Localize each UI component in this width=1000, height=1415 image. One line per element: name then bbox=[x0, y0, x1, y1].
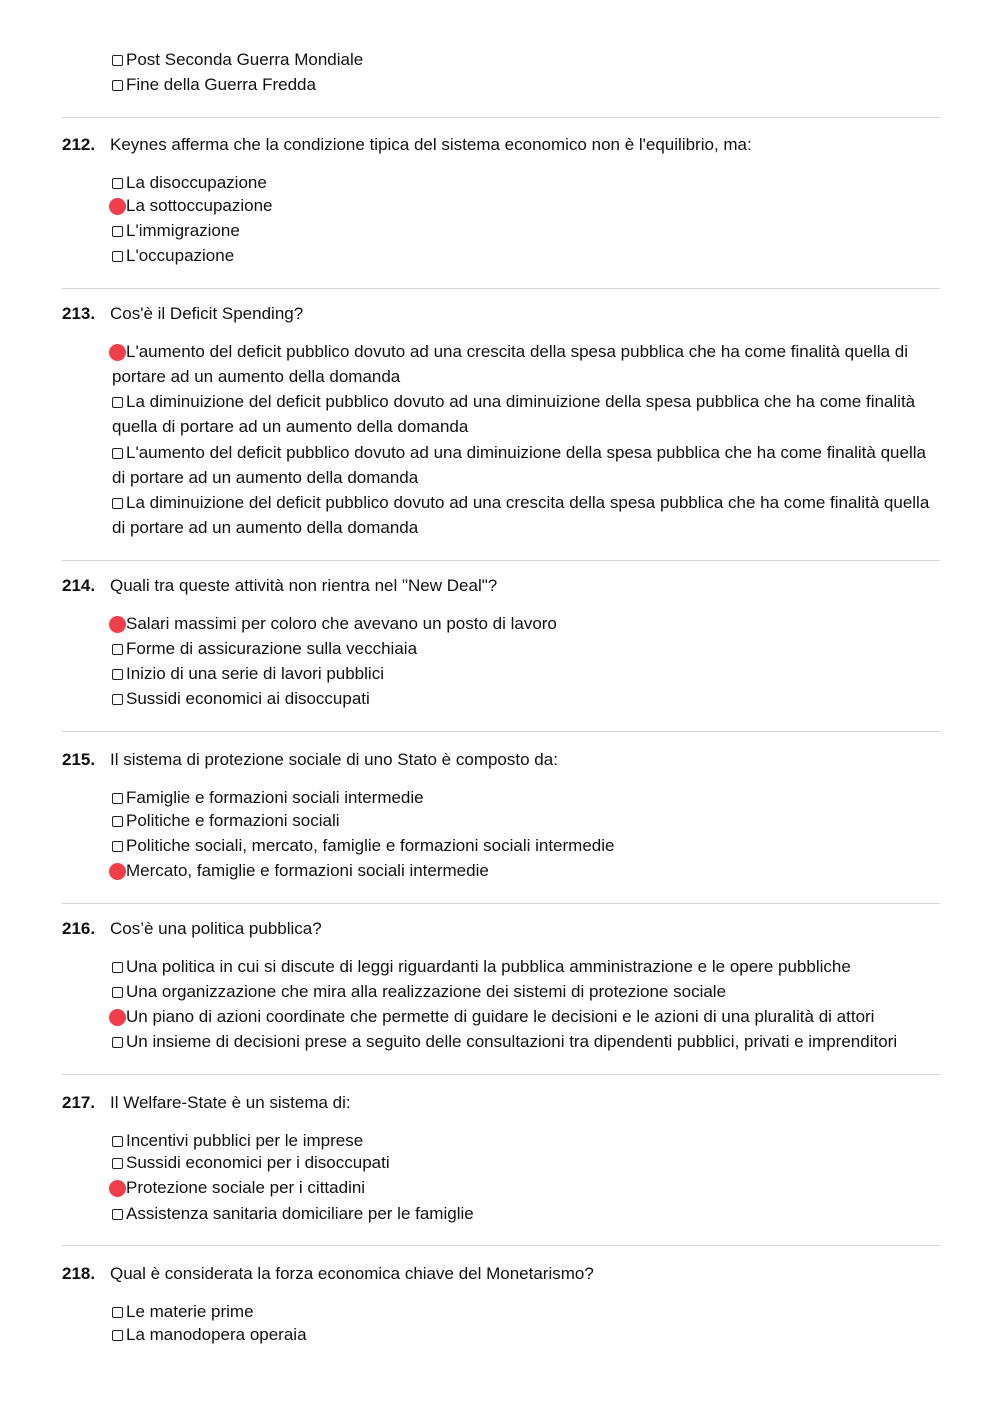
option-text: La diminuizione del deficit pubblico dovuto ad una diminuizione della spesa pubblica che ha come finalità quella di portare ad un aumento della domanda bbox=[112, 392, 916, 436]
checkbox-icon[interactable] bbox=[112, 962, 123, 973]
answer-option[interactable] bbox=[112, 389, 932, 439]
option-text: Post Seconda Guerra Mondiale bbox=[126, 50, 364, 69]
question-number: 217. bbox=[62, 1093, 96, 1112]
answer-option[interactable] bbox=[112, 611, 557, 636]
answer-option[interactable] bbox=[112, 440, 932, 490]
option-text: Famiglie e formazioni sociali intermedie bbox=[126, 788, 424, 807]
checkbox-marked-icon[interactable] bbox=[112, 347, 123, 358]
checkbox-icon[interactable] bbox=[112, 793, 123, 804]
option-text: L'aumento del deficit pubblico dovuto ad una crescita della spesa pubblica che ha come finalità quella di portare ad un aumento della domanda bbox=[112, 342, 908, 386]
answer-option[interactable] bbox=[112, 858, 489, 883]
answer-option[interactable] bbox=[112, 218, 240, 243]
option-text: Le materie prime bbox=[126, 1302, 254, 1321]
checkbox-icon[interactable] bbox=[112, 987, 123, 998]
checkbox-marked-icon[interactable] bbox=[112, 1183, 123, 1194]
question-215 bbox=[62, 749, 558, 771]
checkbox-icon[interactable] bbox=[112, 80, 123, 91]
question-text: Il sistema di protezione sociale di uno Stato è composto da: bbox=[110, 750, 558, 769]
question-214 bbox=[62, 575, 497, 597]
answer-option[interactable] bbox=[112, 1299, 254, 1324]
checkbox-icon[interactable] bbox=[112, 178, 123, 189]
question-text: Qual è considerata la forza economica chiave del Monetarismo? bbox=[110, 1264, 594, 1283]
checkbox-icon[interactable] bbox=[112, 251, 123, 262]
question-text: Keynes afferma che la condizione tipica del sistema economico non è l'equilibrio, ma: bbox=[110, 135, 752, 154]
option-text: La sottoccupazione bbox=[126, 196, 273, 215]
question-number: 216. bbox=[62, 919, 96, 938]
answer-option[interactable] bbox=[112, 661, 384, 686]
checkbox-icon[interactable] bbox=[112, 841, 123, 852]
checkbox-icon[interactable] bbox=[112, 1330, 123, 1341]
checkbox-icon[interactable] bbox=[112, 448, 123, 459]
checkbox-icon[interactable] bbox=[112, 1307, 123, 1318]
option-text: Incentivi pubblici per le imprese bbox=[126, 1131, 364, 1150]
option-text: La manodopera operaia bbox=[126, 1325, 307, 1344]
question-text: Cos'è il Deficit Spending? bbox=[110, 304, 304, 323]
question-number: 218. bbox=[62, 1264, 96, 1283]
question-216 bbox=[62, 918, 322, 940]
checkbox-icon[interactable] bbox=[112, 694, 123, 705]
checkbox-marked-icon[interactable] bbox=[112, 866, 123, 877]
divider bbox=[62, 1245, 940, 1246]
answer-option[interactable] bbox=[112, 785, 424, 810]
option-text: Un insieme di decisioni prese a seguito delle consultazioni tra dipendenti pubblici, privati e imprenditori bbox=[126, 1032, 898, 1051]
divider bbox=[62, 903, 940, 904]
checkbox-marked-icon[interactable] bbox=[112, 619, 123, 630]
option-text: Politiche e formazioni sociali bbox=[126, 811, 340, 830]
option-text: Sussidi economici ai disoccupati bbox=[126, 689, 370, 708]
answer-option[interactable] bbox=[112, 47, 363, 72]
question-number: 212. bbox=[62, 135, 96, 154]
option-text: Salari massimi per coloro che avevano un posto di lavoro bbox=[126, 614, 557, 633]
checkbox-icon[interactable] bbox=[112, 816, 123, 827]
option-text: Sussidi economici per i disoccupati bbox=[126, 1153, 390, 1172]
option-text: Politiche sociali, mercato, famiglie e formazioni sociali intermedie bbox=[126, 836, 615, 855]
answer-option[interactable] bbox=[112, 1004, 874, 1029]
answer-option[interactable] bbox=[112, 833, 614, 858]
answer-option[interactable] bbox=[112, 636, 417, 661]
answer-option[interactable] bbox=[112, 490, 932, 540]
answer-option[interactable] bbox=[112, 1322, 307, 1347]
answer-option[interactable] bbox=[112, 686, 370, 711]
option-text: Mercato, famiglie e formazioni sociali intermedie bbox=[126, 861, 489, 880]
checkbox-icon[interactable] bbox=[112, 498, 123, 509]
option-text: La disoccupazione bbox=[126, 173, 267, 192]
answer-option[interactable] bbox=[112, 979, 726, 1004]
answer-option[interactable] bbox=[112, 243, 234, 268]
checkbox-icon[interactable] bbox=[112, 669, 123, 680]
option-text: Assistenza sanitaria domiciliare per le famiglie bbox=[126, 1204, 474, 1223]
checkbox-marked-icon[interactable] bbox=[112, 201, 123, 212]
checkbox-marked-icon[interactable] bbox=[112, 1012, 123, 1023]
divider bbox=[62, 1074, 940, 1075]
divider bbox=[62, 731, 940, 732]
answer-option[interactable] bbox=[112, 808, 340, 833]
answer-option[interactable] bbox=[112, 954, 851, 979]
checkbox-icon[interactable] bbox=[112, 1136, 123, 1147]
option-text: L'occupazione bbox=[126, 246, 235, 265]
checkbox-icon[interactable] bbox=[112, 397, 123, 408]
option-text: Una organizzazione che mira alla realizzazione dei sistemi di protezione sociale bbox=[126, 982, 727, 1001]
question-text: Il Welfare-State è un sistema di: bbox=[110, 1093, 351, 1112]
answer-option[interactable] bbox=[112, 170, 267, 195]
question-218 bbox=[62, 1263, 594, 1285]
answer-option[interactable] bbox=[112, 1029, 897, 1054]
question-text: Cos’è una politica pubblica? bbox=[110, 919, 322, 938]
option-text: L'aumento del deficit pubblico dovuto ad una diminuizione della spesa pubblica che ha come finalità quella di portare ad un aumento della domanda bbox=[112, 443, 926, 487]
checkbox-icon[interactable] bbox=[112, 1037, 123, 1048]
checkbox-icon[interactable] bbox=[112, 55, 123, 66]
answer-option[interactable] bbox=[112, 1201, 474, 1226]
answer-option[interactable] bbox=[112, 1150, 390, 1175]
divider bbox=[62, 560, 940, 561]
checkbox-icon[interactable] bbox=[112, 226, 123, 237]
question-text: Quali tra queste attività non rientra nel "New Deal"? bbox=[110, 576, 498, 595]
question-212 bbox=[62, 134, 752, 156]
divider bbox=[62, 288, 940, 289]
question-217 bbox=[62, 1092, 351, 1114]
question-number: 215. bbox=[62, 750, 96, 769]
divider bbox=[62, 117, 940, 118]
answer-option[interactable] bbox=[112, 72, 316, 97]
option-text: Inizio di una serie di lavori pubblici bbox=[126, 664, 384, 683]
answer-option[interactable] bbox=[112, 193, 273, 218]
answer-option[interactable] bbox=[112, 339, 932, 389]
checkbox-icon[interactable] bbox=[112, 1209, 123, 1220]
option-text: Protezione sociale per i cittadini bbox=[126, 1178, 366, 1197]
answer-option[interactable] bbox=[112, 1175, 365, 1200]
option-text: Forme di assicurazione sulla vecchiaia bbox=[126, 639, 418, 658]
option-text: Una politica in cui si discute di leggi riguardanti la pubblica amministrazione e le opere pubbliche bbox=[126, 957, 851, 976]
option-text: Fine della Guerra Fredda bbox=[126, 75, 316, 94]
option-text: L'immigrazione bbox=[126, 221, 240, 240]
option-text: La diminuizione del deficit pubblico dovuto ad una crescita della spesa pubblica che ha come finalità quella di portare ad un aumento della domanda bbox=[112, 493, 930, 537]
question-number: 213. bbox=[62, 304, 96, 323]
option-text: Un piano di azioni coordinate che permette di guidare le decisioni e le azioni di una pluralità di attori bbox=[126, 1007, 875, 1026]
question-number: 214. bbox=[62, 576, 96, 595]
checkbox-icon[interactable] bbox=[112, 644, 123, 655]
checkbox-icon[interactable] bbox=[112, 1158, 123, 1169]
question-213 bbox=[62, 303, 303, 325]
